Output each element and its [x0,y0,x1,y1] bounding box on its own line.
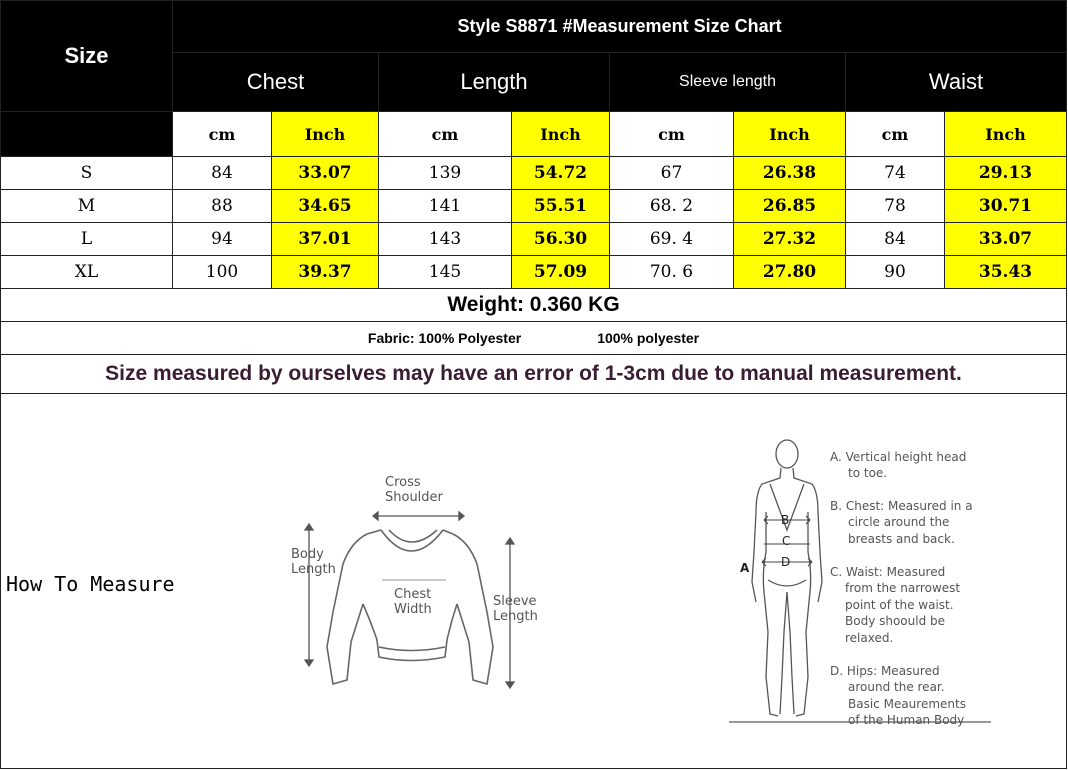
length-inch-header: Inch [512,112,610,157]
sleeve-cm-cell: 69. 4 [610,223,734,256]
chest-inch-cell: 34.65 [272,190,379,223]
sleeve-inch-header: Inch [734,112,846,157]
body-length-label-2: Length [291,562,336,577]
table-row [1,256,1067,289]
chest-cm-header: cm [173,112,272,157]
sleeve-cm-cell: 70. 6 [610,256,734,289]
waist-header: Waist [846,53,1067,112]
chest-inch-cell: 37.01 [272,223,379,256]
table-row [1,157,1067,190]
note-a-line-1: A. Vertical height head [830,450,967,464]
chest-inch-cell: 33.07 [272,157,379,190]
marker-a: A [740,561,750,575]
length-cm-header: cm [379,112,512,157]
note-a-line-2: to toe. [848,466,888,480]
size-cell: M [1,190,173,223]
size-cell: L [1,223,173,256]
sleeve-cm-cell: 68. 2 [610,190,734,223]
length-cm-cell: 141 [379,190,512,223]
size-cell: S [1,157,173,190]
sleeve-cm-header: cm [610,112,734,157]
body-figure-diagram [726,432,996,732]
fabric-text-2: 100% polyester [597,330,700,346]
sleeve-length-label-2: Length [493,609,538,624]
note-d-line-4: of the Human Body [848,713,965,727]
length-cm-cell: 139 [379,157,512,190]
sleeve-length-label: Sleeve [493,594,537,609]
sleeve-inch-cell: 26.85 [734,190,846,223]
size-header-blank [1,112,173,157]
waist-inch-cell: 35.43 [945,256,1067,289]
cross-shoulder-label-2: Shoulder [385,490,443,505]
size-header: Size [1,1,173,112]
note-c-line-3: point of the waist. [845,598,954,612]
length-header: Length [379,53,610,112]
chest-cm-cell: 88 [173,190,272,223]
chest-cm-cell: 84 [173,157,272,190]
fabric-text: Fabric: 100% Polyester [367,330,522,346]
waist-cm-cell: 84 [846,223,945,256]
chest-width-label: Chest [394,587,432,602]
note-d-line-3: Basic Meaurements [848,697,966,711]
table-row [1,223,1067,256]
waist-inch-cell: 30.71 [945,190,1067,223]
weight-text: Weight: 0.360 KG [1,289,1067,322]
waist-inch-cell: 33.07 [945,223,1067,256]
sleeve-cm-cell: 67 [610,157,734,190]
waist-cm-cell: 90 [846,256,945,289]
sleeve-inch-cell: 27.80 [734,256,846,289]
note-c-line-4: Body shoould be [845,614,946,628]
length-inch-cell: 55.51 [512,190,610,223]
note-d-line-2: around the rear. [848,680,945,694]
chest-width-label-2: Width [394,602,432,617]
chest-inch-header: Inch [272,112,379,157]
note-b-line-1: B. Chest: Measured in a [830,499,973,513]
length-cm-cell: 143 [379,223,512,256]
note-c-line-1: C. Waist: Measured [830,565,946,579]
waist-cm-header: cm [846,112,945,157]
fabric-row [1,322,1067,355]
how-to-measure-label: How To Measure [6,572,175,596]
length-inch-cell: 56.30 [512,223,610,256]
marker-d: D [781,555,791,569]
note-b-line-3: breasts and back. [848,532,955,546]
sleeve-inch-cell: 26.38 [734,157,846,190]
waist-inch-header: Inch [945,112,1067,157]
how-to-measure-section [1,394,1067,769]
waist-cm-cell: 78 [846,190,945,223]
sweater-diagram [281,472,551,702]
cross-shoulder-label: Cross [385,475,421,490]
length-cm-cell: 145 [379,256,512,289]
note-b-line-2: circle around the [848,515,950,529]
chest-header: Chest [173,53,379,112]
measurement-note: Size measured by ourselves may have an error of 1-3cm due to manual measurement. [1,355,1067,394]
waist-inch-cell: 29.13 [945,157,1067,190]
marker-b: B [781,513,790,527]
body-length-label: Body [291,547,324,562]
marker-c: C [782,534,791,548]
note-c-line-2: from the narrowest [845,581,961,595]
chart-title: Style S8871 #Measurement Size Chart [173,1,1067,53]
size-cell: XL [1,256,173,289]
waist-cm-cell: 74 [846,157,945,190]
chest-cm-cell: 100 [173,256,272,289]
length-inch-cell: 57.09 [512,256,610,289]
table-row [1,190,1067,223]
note-c-line-5: relaxed. [845,631,894,645]
chest-cm-cell: 94 [173,223,272,256]
sleeve-length-header: Sleeve length [610,53,846,112]
length-inch-cell: 54.72 [512,157,610,190]
chest-inch-cell: 39.37 [272,256,379,289]
sleeve-inch-cell: 27.32 [734,223,846,256]
note-d-line-1: D. Hips: Measured [830,664,940,678]
